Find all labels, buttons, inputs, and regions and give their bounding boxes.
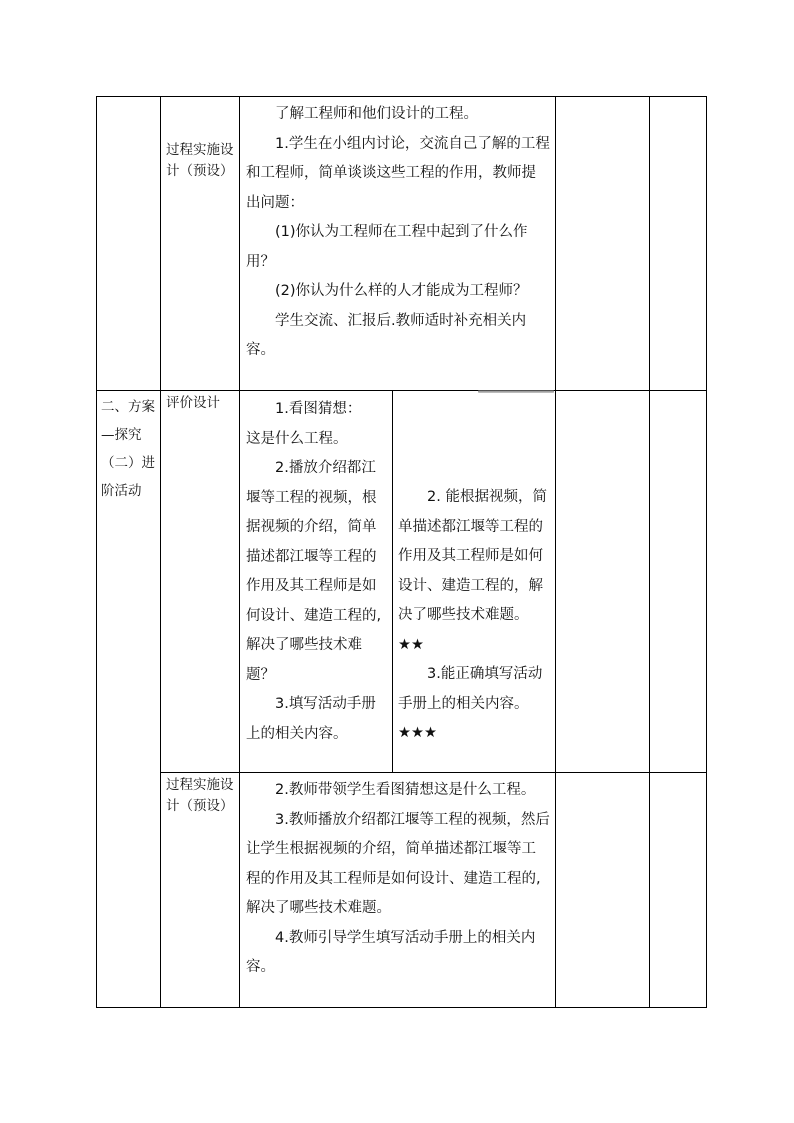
col-divider-4 [649, 96, 650, 1008]
col-divider-3 [555, 96, 556, 1008]
row1-content [246, 100, 550, 366]
eval-label-text: 评价设计 [166, 395, 220, 411]
row2-eval-label [166, 393, 236, 414]
row2-section-label [101, 393, 159, 505]
col-divider-2 [239, 96, 240, 1008]
row-divider-2 [160, 772, 707, 773]
content-paragraph: 2.教师带领学生看图猜想这是什么工程。 [275, 782, 536, 798]
activity-paragraph: 3.填写活动手册上的相关内容。 [246, 696, 376, 742]
content-paragraph: 3.教师播放介绍都江堰等工程的视频，然后让学生根据视频的介绍，简单描述都江堰等工程的作用及其工程师是如何设计、建造工程的,解决了哪些技术难题。 [246, 811, 550, 916]
section-label-line: —探究 [101, 427, 142, 443]
criteria-paragraph: 2. 能根据视频，简单描述都江堰等工程的作用及其工程师是如何设计、建造工程的，解决了哪些技术难题。★★ [398, 489, 547, 653]
row3-stage-label [166, 775, 236, 817]
activity-paragraph: 2.播放介绍都江堰等工程的视频，根据视频的介绍，简单描述都江堰等工程的作用及其工程师是如何设计、建造工程的,解决了哪些技术难题？ [246, 460, 382, 683]
row-divider-1 [96, 390, 707, 391]
stage-label-text: 过程实施设计（预设） [166, 142, 234, 179]
col-divider-1 [160, 96, 161, 1008]
criteria-paragraph: 3.能正确填写活动手册上的相关内容。★★★ [398, 666, 543, 741]
activity-paragraph: 这是什么工程。 [246, 430, 348, 447]
row2-activity-content [246, 395, 386, 749]
row1-stage-label [166, 140, 236, 182]
row2-eval-criteria [398, 483, 551, 749]
content-paragraph: (2)你认为什么样的人才能成为工程师？ [275, 283, 528, 299]
row3-content [246, 776, 550, 983]
activity-paragraph: 1.看图猜想： [275, 401, 362, 417]
stage-label-text: 过程实施设计（预设） [166, 777, 234, 814]
content-paragraph: 1.学生在小组内讨论，交流自己了解的工程和工程师，简单谈谈这些工程的作用，教师提出问题： [246, 135, 550, 211]
content-paragraph: (1)你认为工程师在工程中起到了什么作用？ [246, 224, 528, 270]
content-paragraph: 学生交流、汇报后.教师适时补充相关内容。 [246, 312, 527, 358]
section-label-line: 阶活动 [101, 483, 142, 499]
content-paragraph: 4.教师引导学生填写活动手册上的相关内容。 [246, 929, 536, 975]
scan-shadow [478, 390, 554, 393]
content-paragraph: 了解工程师和他们设计的工程。 [275, 106, 478, 122]
eval-split-divider [392, 390, 393, 772]
section-label-line: （二）进 [101, 455, 155, 471]
section-label-line: 二、方案 [101, 399, 155, 415]
